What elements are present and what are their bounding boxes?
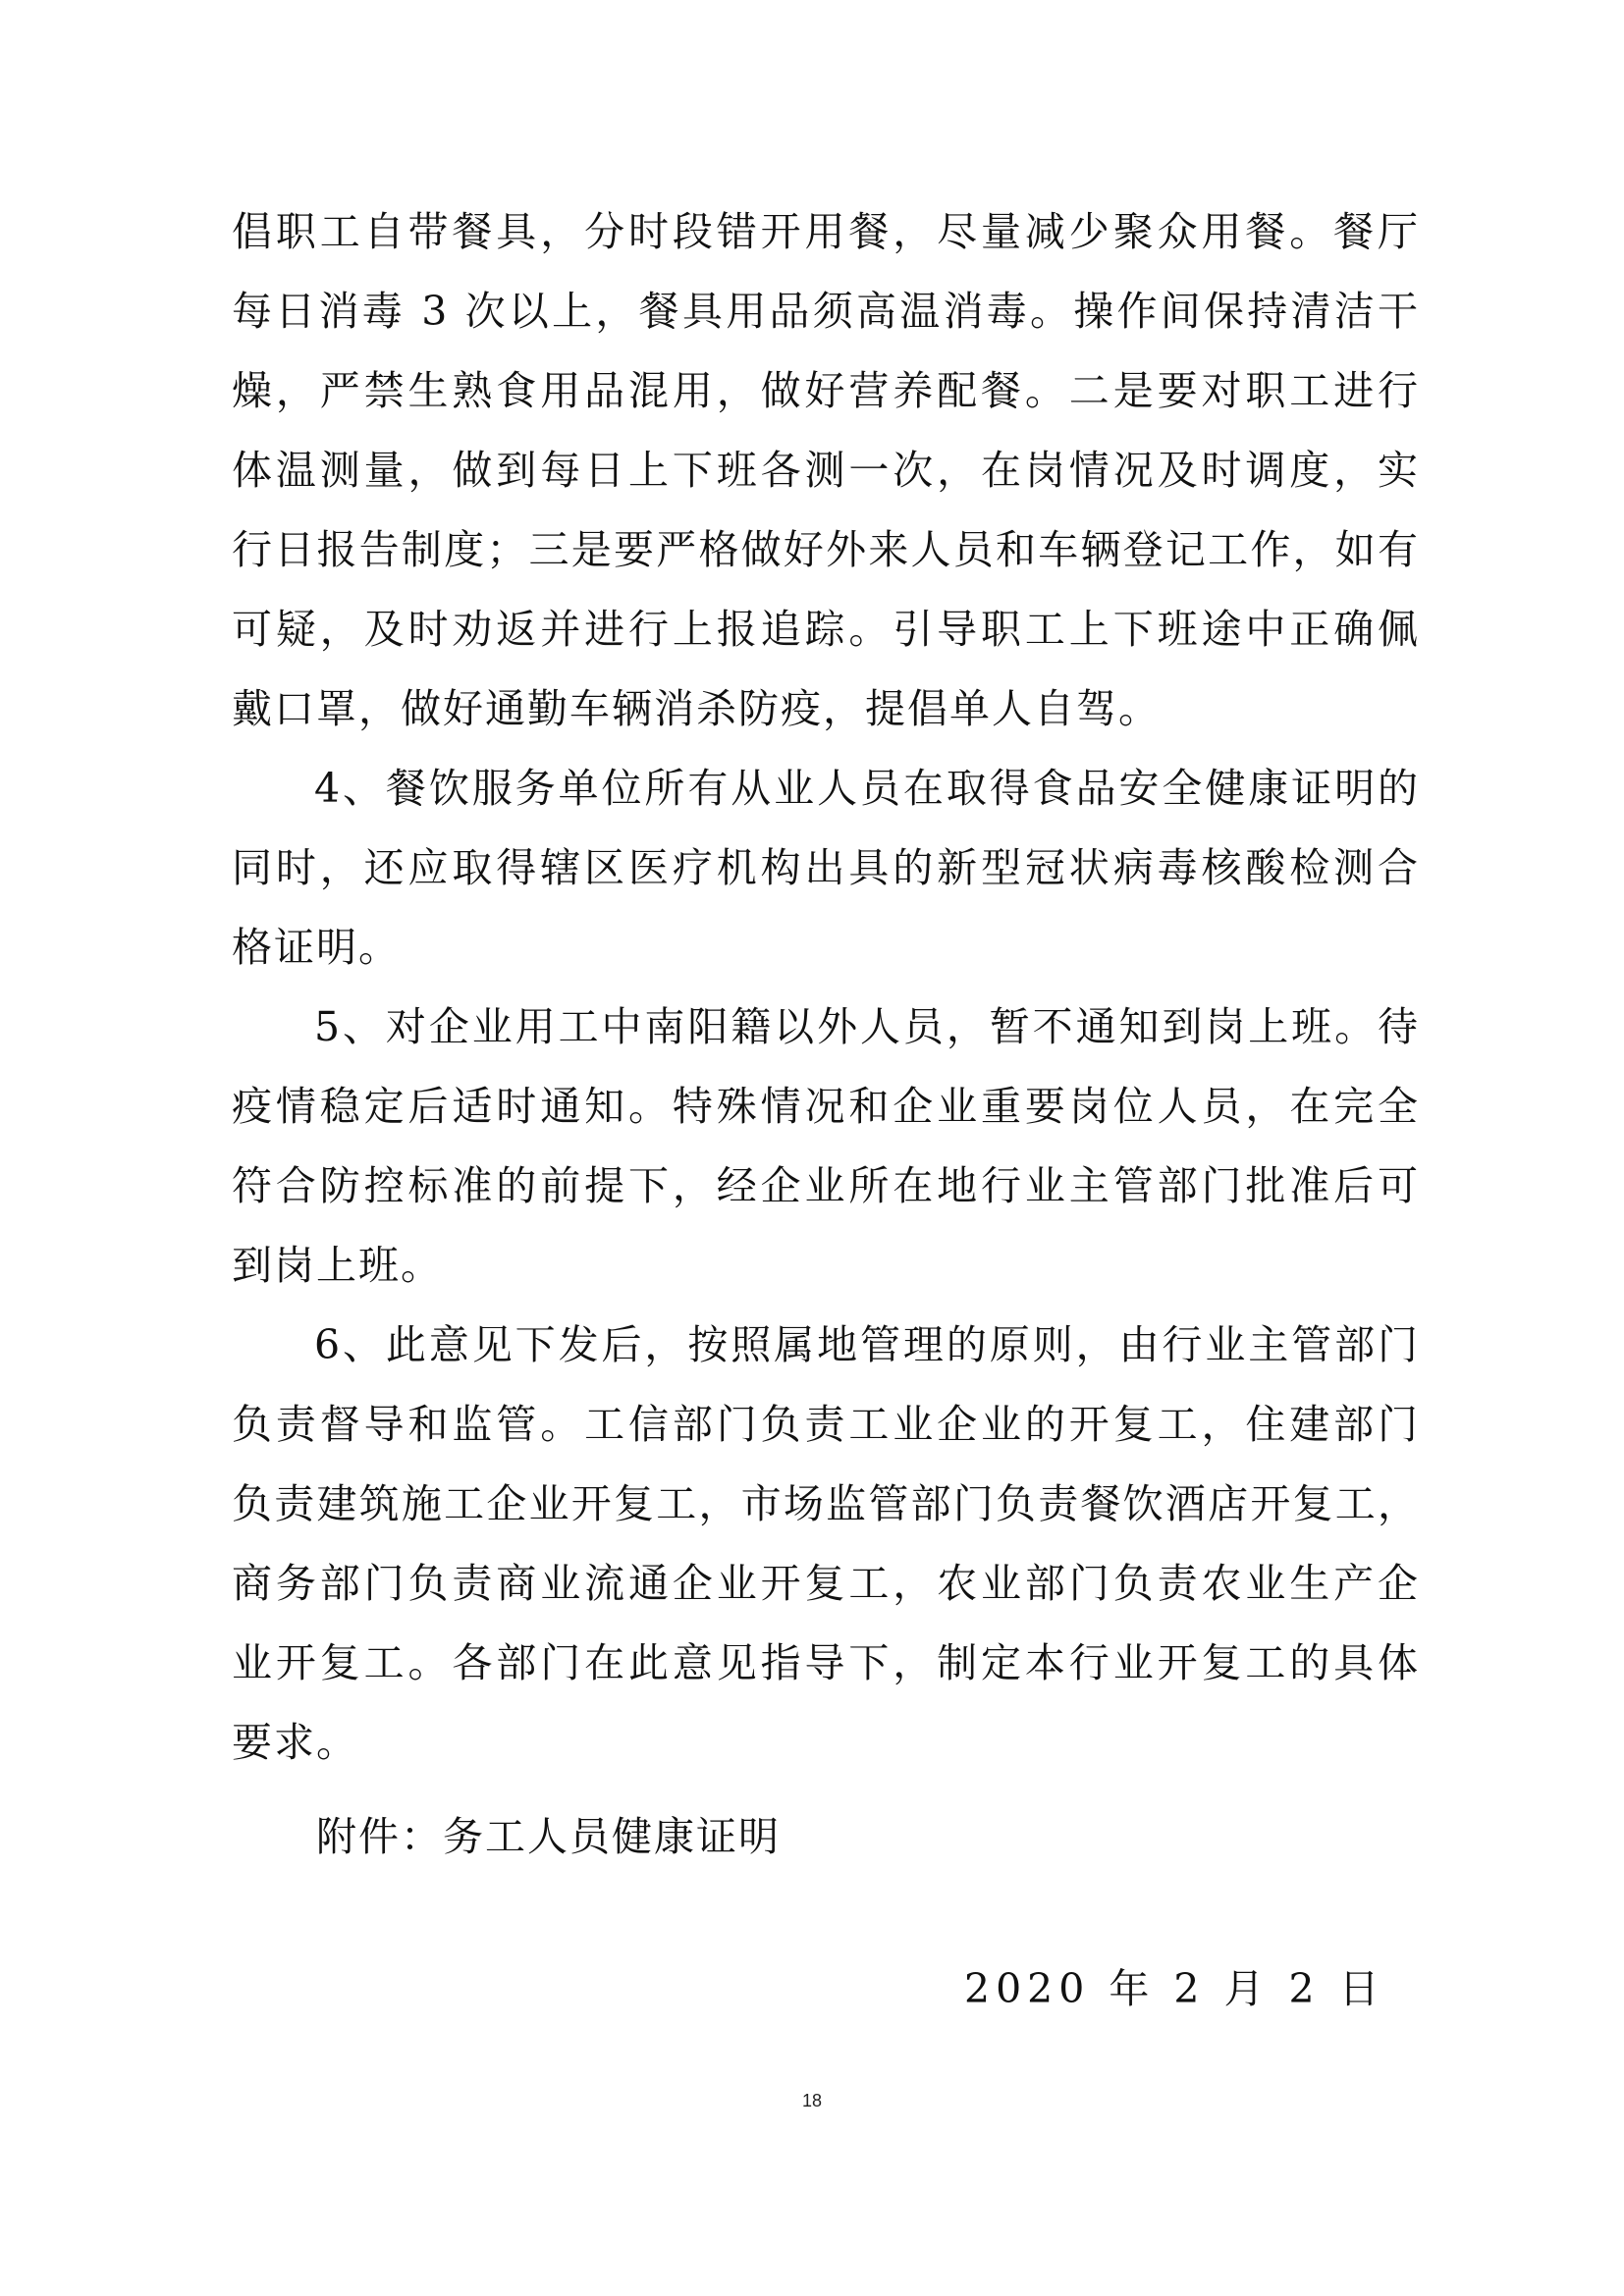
text-line: 倡职工自带餐具，分时段错开用餐，尽量减少聚众用餐。餐厅 xyxy=(232,208,1420,255)
text-line: 格证明。 xyxy=(232,924,401,971)
page-number: 18 xyxy=(801,2091,823,2110)
paragraph-item-4 xyxy=(232,749,1420,988)
text-line: 体温测量，做到每日上下班各测一次，在岗情况及时调度，实 xyxy=(232,447,1420,494)
text-line: 负责建筑施工企业开复工，市场监管部门负责餐饮酒店开复工， xyxy=(232,1480,1420,1527)
text-line: 5、对企业用工中南阳籍以外人员，暂不通知到岗上班。待 xyxy=(314,1003,1420,1050)
paragraph-item-5 xyxy=(232,988,1420,1306)
text-line: 4、餐饮服务单位所有从业人员在取得食品安全健康证明的 xyxy=(314,765,1420,812)
text-line: 行日报告制度；三是要严格做好外来人员和车辆登记工作，如有 xyxy=(232,526,1420,573)
text-line: 要求。 xyxy=(232,1719,358,1766)
text-line: 疫情稳定后适时通知。特殊情况和企业重要岗位人员，在完全 xyxy=(232,1083,1420,1130)
text-line: 同时，还应取得辖区医疗机构出具的新型冠状病毒核酸检测合 xyxy=(232,844,1420,891)
text-line: 戴口罩，做好通勤车辆消杀防疫，提倡单人自驾。 xyxy=(232,685,1161,732)
text-line: 每日消毒 3 次以上，餐具用品须高温消毒。操作间保持清洁干 xyxy=(232,288,1420,335)
text-line: 符合防控标准的前提下，经企业所在地行业主管部门批准后可 xyxy=(232,1162,1420,1209)
text-line: 可疑，及时劝返并进行上报追踪。引导职工上下班途中正确佩 xyxy=(232,606,1420,653)
text-line: 到岗上班。 xyxy=(232,1242,443,1289)
text-line: 负责督导和监管。工信部门负责工业企业的开复工，住建部门 xyxy=(232,1401,1420,1448)
document-date: 2020 年 2 月 2 日 xyxy=(964,1965,1385,2012)
paragraph-item-6 xyxy=(232,1306,1420,1783)
paragraph-continuation xyxy=(232,192,1420,749)
text-line: 6、此意见下发后，按照属地管理的原则，由行业主管部门 xyxy=(314,1321,1420,1368)
text-line: 业开复工。各部门在此意见指导下，制定本行业开复工的具体 xyxy=(232,1639,1420,1686)
document-body xyxy=(232,192,1420,1783)
attachment-note: 附件：务工人员健康证明 xyxy=(316,1813,781,1860)
text-line: 燥，严禁生熟食用品混用，做好营养配餐。二是要对职工进行 xyxy=(232,367,1420,414)
text-line: 商务部门负责商业流通企业开复工，农业部门负责农业生产企 xyxy=(232,1560,1420,1607)
